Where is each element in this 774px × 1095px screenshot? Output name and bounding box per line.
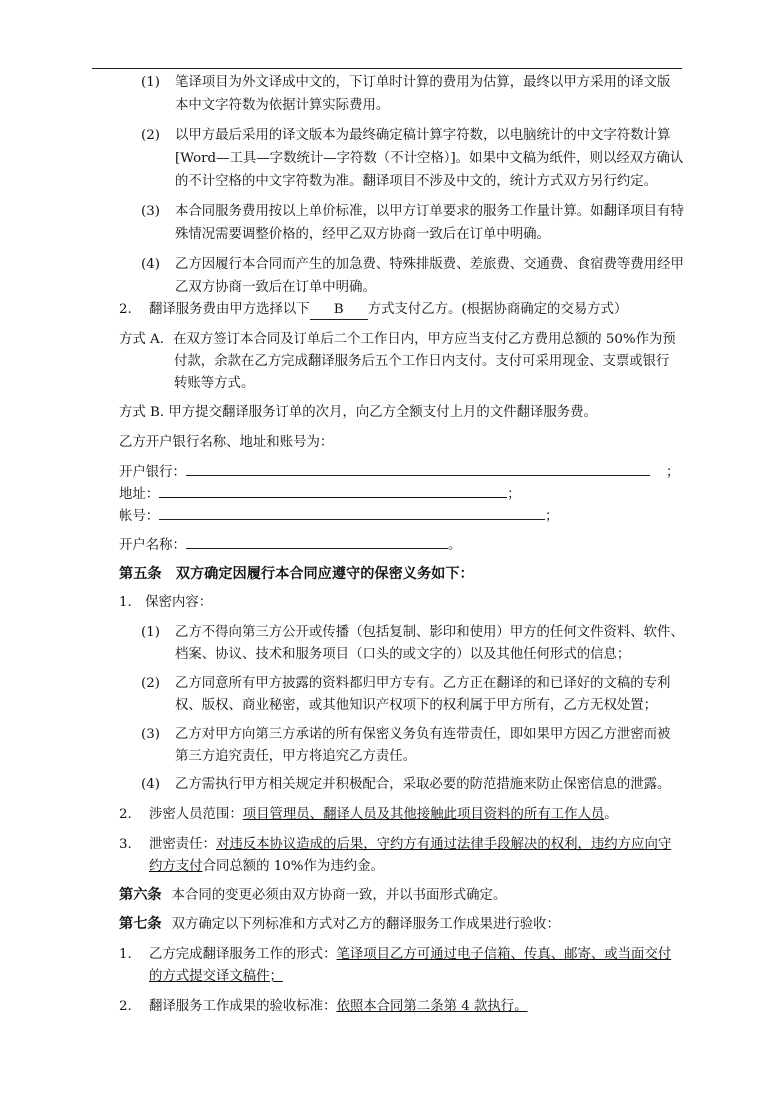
paragraph-line: 殊情况需要调整价格的，经甲乙双方协商一致后在订单中明确。	[175, 227, 550, 242]
address-blank	[159, 484, 507, 498]
article-6-title: 第六条	[119, 887, 162, 903]
paragraph-line: 的不计空格的中文字符数为准。翻译项目不涉及中文的，统计方式双方另行约定。	[175, 174, 658, 189]
breach-liability-cont	[149, 858, 384, 876]
delivery-value: 笔译项目乙方可通过电子信箱、传真、邮寄、或当面交付	[336, 947, 672, 962]
delivery-label: 乙方完成翻译服务工作的形式：	[149, 947, 337, 962]
liability-value-cont: 约方支付	[149, 859, 203, 874]
header-rule	[92, 68, 682, 69]
account-name-row-end: 。	[447, 538, 462, 553]
method-a-line: 方式 A．在双方签订本合同及订单后二个工作日内，甲方应当支付乙方费用总额的 50%作为预	[119, 332, 676, 347]
paragraph-line: 笔译项目为外文译成中文的，下订单时计算的费用为估算，最终以甲方采用的译文版	[175, 75, 671, 90]
paragraph-line: 权、版权、商业秘密，或其他知识产权项下的权利属于甲方所有，乙方无权处置；	[175, 698, 658, 713]
account-blank	[159, 506, 545, 520]
article-7-text: 双方确定以下列标准和方式对乙方的翻译服务工作成果进行验收：	[171, 917, 560, 932]
paragraph-line: 乙双方协商一致后在订单中明确。	[175, 280, 376, 295]
paragraph-line: 乙方因履行本合同而产生的加急费、特殊排版费、差旅费、交通费、食宿费等费用经甲	[175, 257, 684, 272]
paragraph-line: 乙方不得向第三方公开或传播（包括复制、影印和使用）甲方的任何文件资料、软件、	[175, 625, 684, 640]
account-label: 帐号：	[119, 509, 160, 524]
item-number: (3)	[141, 204, 160, 219]
account-row	[119, 506, 559, 526]
personnel-scope	[149, 806, 618, 824]
item-number: (4)	[141, 777, 160, 792]
paragraph-line: 档案、协议、技术和服务项目（口头的或文字的）以及其他任何形式的信息；	[175, 647, 631, 662]
article-7	[119, 915, 560, 934]
item-number: (3)	[141, 727, 160, 742]
clause-number: 2.	[119, 807, 132, 822]
address-row	[119, 484, 521, 504]
clause-number: 2.	[119, 302, 132, 317]
paragraph-line: 乙方同意所有甲方披露的资料都归甲方专有。乙方正在翻译的和已译好的文稿的专利	[175, 676, 671, 691]
delivery-form-cont	[149, 968, 283, 986]
personnel-end: 。	[604, 807, 618, 822]
acceptance-value: 依照本合同第二条第 4 款执行。	[336, 999, 528, 1014]
account-name-label: 开户名称：	[119, 538, 186, 553]
bank-blank	[186, 462, 650, 476]
account-name-blank	[186, 535, 448, 549]
paragraph-line: 第三方追究责任，甲方将追究乙方责任。	[175, 749, 417, 764]
acceptance-standard	[149, 998, 528, 1016]
article-5-heading: 第五条 双方确定因履行本合同应遵守的保密义务如下：	[119, 566, 474, 582]
liability-value: 对违反本协议造成的后果，守约方有通过法律手段解决的权利，违约方应向守	[215, 837, 672, 852]
account-name-row	[119, 535, 461, 555]
item-number: (1)	[141, 75, 160, 90]
item-number: (2)	[141, 128, 160, 143]
payment-text-after: 方式支付乙方。(根据协商确定的交易方式）	[367, 302, 628, 317]
paragraph-line: [Word—工具—字数统计—字符数（不计空格）]。如果中文稿为纸件，则以经双方确认	[175, 151, 684, 166]
paragraph-line: 乙方需执行甲方相关规定并积极配合，采取必要的防范措施来防止保密信息的泄露。	[175, 777, 671, 792]
article-7-title: 第七条	[119, 916, 162, 932]
bank-name-row	[119, 462, 679, 482]
clause-number: 3.	[119, 837, 132, 852]
method-a-line: 转账等方式。	[174, 376, 255, 391]
address-row-end: ；	[507, 487, 521, 502]
breach-liability	[149, 836, 671, 854]
address-label: 地址：	[119, 487, 160, 502]
article-6-text: 本合同的变更必须由双方协商一致，并以书面形式确定。	[171, 888, 507, 903]
item-number: (1)	[141, 625, 160, 640]
bank-row-end: ；	[665, 465, 680, 480]
article-6	[119, 886, 506, 905]
delivery-value-cont: 的方式提交译文稿件；	[149, 969, 283, 984]
paragraph-line: 乙方对甲方向第三方承诺的所有保密义务负有连带责任，即如果甲方因乙方泄密而被	[175, 727, 671, 742]
liability-tail: 合同总额的 10%作为违约金。	[202, 859, 384, 874]
paragraph-line: 本中文字符数为依据计算实际费用。	[175, 98, 390, 113]
paragraph-line: 以甲方最后采用的译文版本为最终确定稿计算字符数，以电脑统计的中文字符数计算	[175, 128, 671, 143]
delivery-form	[149, 946, 671, 964]
acceptance-label: 翻译服务工作成果的验收标准：	[149, 999, 337, 1014]
clause-number: 2.	[119, 999, 132, 1014]
account-row-end: ；	[545, 509, 559, 524]
item-number: (2)	[141, 676, 160, 691]
item-number: (4)	[141, 257, 160, 272]
method-b-line: 方式 B. 甲方提交翻译服务订单的次月，向乙方全额支付上月的文件翻译服务费。	[119, 405, 597, 420]
liability-label: 泄密责任：	[149, 837, 216, 852]
payment-text-before: 翻译服务费由甲方选择以下	[149, 302, 310, 317]
bank-label: 开户银行：	[119, 465, 186, 480]
payment-method-choice: B	[310, 301, 368, 320]
bank-intro: 乙方开户银行名称、地址和账号为：	[119, 435, 334, 450]
clause-number: 1.	[119, 947, 132, 962]
personnel-value: 项目管理员、翻译人员及其他接触此项目资料的所有工作人员	[242, 807, 605, 822]
payment-clause	[149, 301, 627, 320]
method-a-line: 付款，余款在乙方完成翻译服务后五个工作日内支付。支付可采用现金、支票或银行	[174, 354, 670, 369]
personnel-label: 涉密人员范围：	[149, 807, 243, 822]
confidential-content-title: 1. 保密内容：	[119, 595, 213, 610]
paragraph-line: 本合同服务费用按以上单价标准，以甲方订单要求的服务工作量计算。如翻译项目有特	[175, 204, 684, 219]
